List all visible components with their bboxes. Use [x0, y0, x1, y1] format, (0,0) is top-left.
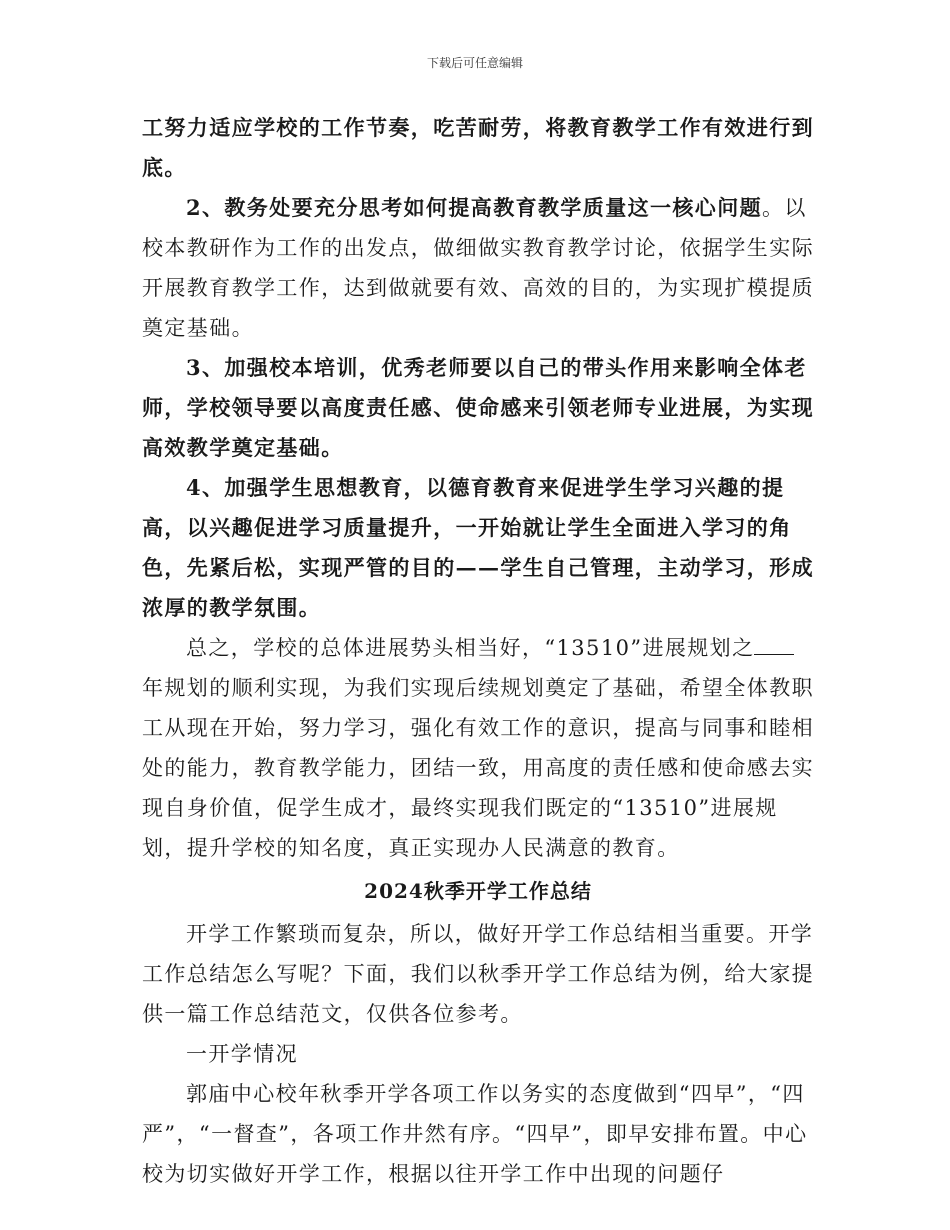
paragraph-summary [142, 628, 814, 868]
section-title: 2024秋季开学工作总结 [364, 879, 592, 903]
fill-in-blank [754, 636, 794, 655]
summary-before-blank: 总之，学校的总体进展势头相当好，“13510”进展规划之 [186, 636, 755, 660]
item-2-rest: 。以校本教研作为工作的出发点，做细做实教育教学讨论，依据学生实际开展教育教学工作，达到做就要有效、高效的目的，为实现扩模提质奠定基础。 [142, 196, 814, 340]
paragraph-item-3: 3、加强校本培训，优秀老师要以自己的带头作用来影响全体老师，学校领导要以高度责任感、使命感来引领老师专业进展，为实现高效教学奠定基础。 [142, 355, 814, 460]
paragraph-intro: 开学工作繁琐而复杂，所以，做好开学工作总结相当重要。开学工作总结怎么写呢？下面，我们以秋季开学工作总结为例，给大家提供一篇工作总结范文，仅供各位参考。 [142, 922, 814, 1026]
item-2-bold-lead: 2、教务处要充分思考如何提高教育教学质量这一核心问题 [186, 195, 763, 220]
paragraph-item-4: 4、加强学生思想教育，以德育教育来促进学生学习兴趣的提高，以兴趣促进学习质量提升，一开始就让学生全面进入学习的角色，先紧后松，实现严管的目的——学生自己管理，主动学习，形成浓厚的教学氛围。 [142, 475, 814, 620]
paragraph-opening-body: 郭庙中心校年秋季开学各项工作以务实的态度做到“四早”，“四严”，“一督查”，各项工作井然有序。“四早”，即早安排布置。中心校为切实做好开学工作，根据以往开学工作中出现的问题仔 [142, 1082, 808, 1186]
page-header-note: 下载后可任意编辑 [426, 56, 523, 70]
subheading-opening-status: 一开学情况 [186, 1042, 298, 1066]
document-body [142, 108, 814, 1194]
paragraph-item-2 [142, 188, 814, 348]
summary-after-blank: 年规划的顺利实现，为我们实现后续规划奠定了基础，希望全体教职工从现在开始，努力学习，强化有效工作的意识，提高与同事和睦相处的能力，教育教学能力，团结一致，用高度的责任感和使命感去实现自身价值，促学生成才，最终实现我们既定的“13510”进展规划，提升学校的知名度，真正实现办人民满意的教育。 [142, 676, 814, 860]
paragraph-continued: 工努力适应学校的工作节奏，吃苦耐劳，将教育教学工作有效进行到底。 [142, 115, 814, 180]
